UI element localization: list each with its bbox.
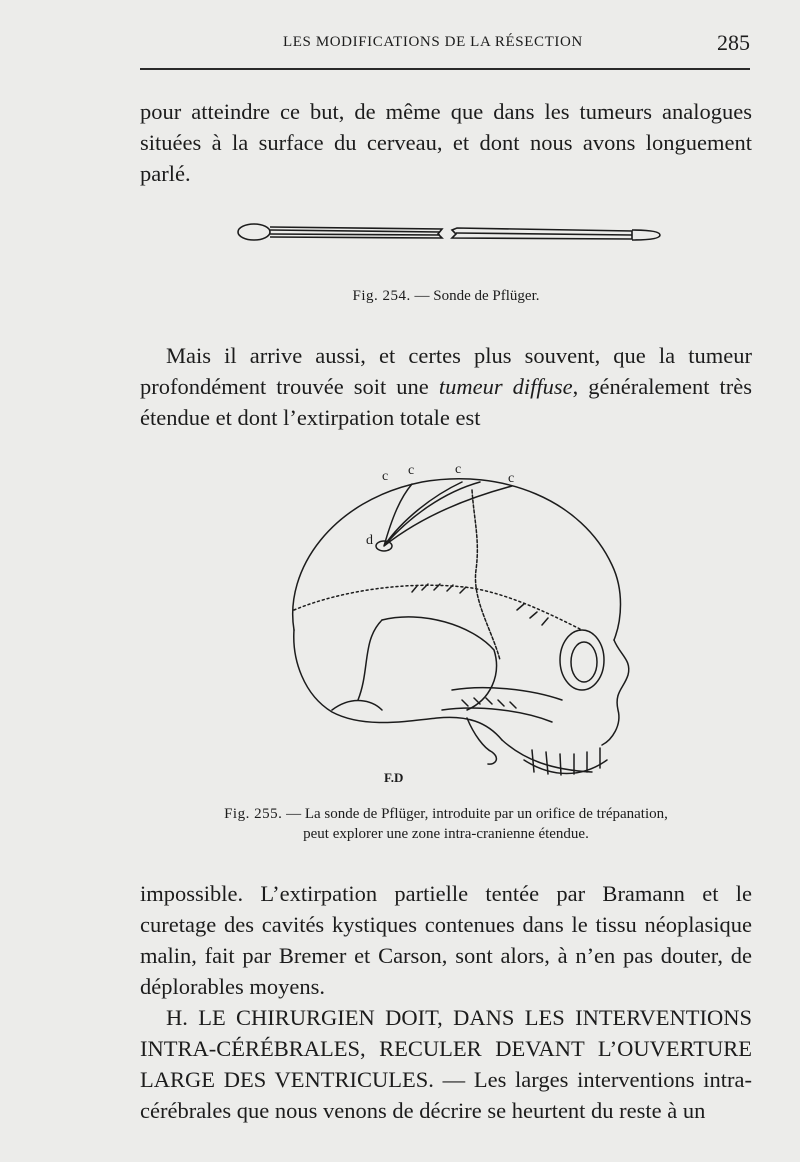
paragraph-2-text-b: , généralement très étendue et dont l’extirpation totale est [140,374,752,430]
figure-255-number: Fig. 255. [224,806,283,822]
paragraph-2 [140,340,752,433]
label-c4: c [508,471,515,486]
label-d: d [366,533,373,548]
illustrator-signature: F.D [384,770,404,785]
figure-254-caption [140,286,752,306]
paragraph-2-italic: tumeur diffuse [438,374,573,399]
figure-255-caption [140,804,752,844]
page-header [0,30,800,58]
running-head: LES MODIFICATIONS DE LA RÉSECTION [283,34,583,50]
header-rule [140,68,750,70]
paragraph-1: pour atteindre ce but, de même que dans les tumeurs analogues situées à la surface du cerveau, et dont nous avons longuement parlé. [140,99,752,186]
figure-255-text-1: — La sonde de Pflüger, introduite par un orifice de trépanation, [282,806,668,822]
figure-254-text: — Sonde de Pflüger. [410,288,540,304]
paragraph-3: impossible. L’extirpation partielle tentée par Bramann et le curetage des cavités kystiques contenues dans le tissu néoplasique malin, fait par Bremer et Carson, sont alors, à n’en pas douter, de déplorables moyens. [140,881,752,999]
label-c3: c [455,462,462,477]
page-number: 285 [717,30,750,55]
figure-255-caption-line-2: peut explorer une zone intra-cranienne étendue. [303,826,589,842]
paragraph-4: H. LE CHIRURGIEN DOIT, DANS LES INTERVENTIONS INTRA-CÉRÉBRALES, RECULER DEVANT L’OUVERTURE LARGE DES VENTRICULES. — Les larges interventions intra-cérébrales que nous venons de décrire se heurtent du reste à un [140,1005,752,1123]
paragraph-2-text-a: Mais il arrive aussi, et certes plus souvent, que la tumeur profondément trouvée soit une [140,343,752,399]
figure-254-number: Fig. 254. [352,288,411,304]
label-c2: c [408,463,415,478]
probe-illustration [232,216,664,250]
label-c1: c [382,469,389,484]
skull-illustration [262,460,642,790]
figure-255-caption-line-1 [140,804,752,824]
